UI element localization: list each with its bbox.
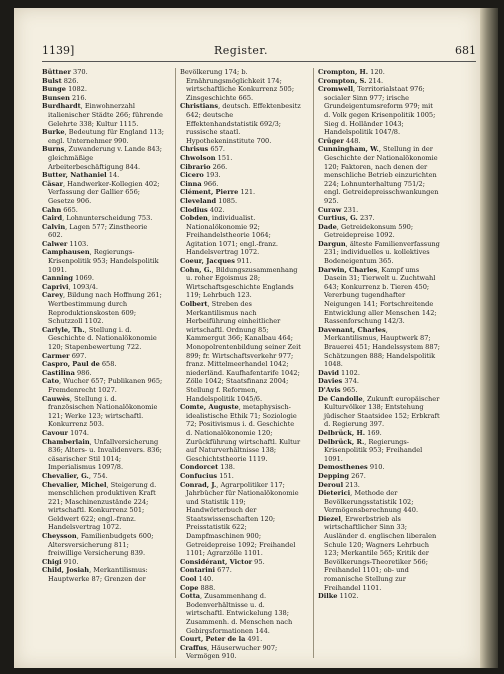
entry-headword: Chevalier, Michel [42, 480, 107, 489]
entry-headword: Contarini [180, 566, 216, 575]
entry-headword: Christians [180, 102, 219, 111]
column-divider [175, 68, 176, 658]
index-entry [180, 68, 302, 102]
entry-references: 1069. [73, 274, 95, 283]
entry-references: , Stellung in der Geschichte der Nationalökonomie 120; Faktoren, nach denen der menschliche Betrieb einzurichten 224; Lohnunterhaltung 751/2; engl. Getreidepreisschwankungen 925. [324, 145, 439, 205]
entry-references: 658. [99, 360, 117, 369]
entry-headword: Child, Josiah [42, 566, 90, 575]
index-entry [180, 171, 302, 180]
index-entry [42, 566, 164, 583]
entry-references: , Regierungs-Krisenpolitik 953; Freihandel 1091. [324, 437, 423, 463]
entry-headword: Dilke [318, 592, 338, 601]
index-entry [42, 128, 164, 145]
entry-headword: Büttner [42, 68, 71, 76]
index-entry [318, 137, 440, 146]
index-entry [180, 257, 302, 266]
index-entry [180, 180, 302, 189]
entry-headword: Caspro, Paul de [42, 360, 100, 369]
entry-references: 120. [368, 68, 385, 76]
entry-headword: Comte, Auguste [180, 403, 239, 412]
entry-references: , älteste Familienverfassung 231; individuelles u. kollektives Bodeneigentum 365. [324, 239, 440, 266]
entry-headword: Darwin, Charles [318, 265, 378, 274]
index-entry [318, 240, 440, 266]
index-column-3 [318, 68, 440, 601]
index-entry [42, 377, 164, 394]
entry-references: 1085. [216, 196, 238, 205]
entry-references: 374. [342, 377, 360, 386]
index-entry [42, 68, 164, 77]
index-entry [318, 85, 440, 137]
entry-references: , individualist. Nationalökonomie 92; Freihandelstheorie 1064; Agitation 1071; engl.-franz. Handelsvertrag 1072. [186, 214, 278, 257]
entry-headword: Cheysson [42, 532, 77, 541]
entry-headword: Curtius, G. [318, 214, 358, 223]
index-entry [180, 188, 302, 197]
index-entry [42, 472, 164, 481]
entry-references: 448. [343, 136, 361, 145]
index-entry [42, 395, 164, 429]
entry-headword: Bulst [42, 76, 62, 85]
index-entry [42, 283, 164, 292]
entry-references: , Methode der Bevölkerungsstatistik 102; Vermögensberechnung 440. [324, 489, 419, 515]
entry-references: 14. [106, 171, 120, 180]
column-divider [313, 68, 314, 658]
index-column-2 [180, 68, 302, 661]
entry-headword: Crüger [318, 136, 344, 145]
entry-references: 267. [349, 471, 366, 480]
entry-headword: Cibrario [180, 162, 211, 171]
index-entry [180, 197, 302, 206]
entry-references: 657. [208, 145, 226, 154]
index-entry [318, 223, 440, 240]
entry-references: 370. [70, 68, 88, 76]
entry-headword: Cromwell [318, 85, 353, 94]
entry-references: 966. [201, 179, 219, 188]
entry-references: , Bedeutung für England 113; engl. Unternehmer 990. [48, 128, 165, 145]
entry-references: 1102. [338, 368, 360, 377]
entry-headword: Chamberlain [42, 437, 90, 446]
entry-references: 910. [367, 463, 385, 472]
entry-references: , Familienbudgets 600; Altersversicherung 811; freiwillige Versicherung 839. [48, 532, 154, 558]
entry-headword: Confucius [180, 471, 218, 480]
entry-headword: Cool [180, 575, 197, 584]
index-entry [42, 240, 164, 249]
index-entry [180, 558, 302, 567]
index-entry [42, 291, 164, 325]
entry-references: 965. [340, 385, 358, 394]
entry-headword: Craffus [180, 643, 207, 652]
entry-references: 231. [341, 205, 359, 214]
index-entry [318, 77, 440, 86]
entry-headword: Burke [42, 128, 65, 137]
entry-references: 402. [207, 205, 225, 214]
entry-references: 910. [61, 557, 79, 566]
entry-headword: Delbrück, R. [318, 437, 365, 446]
entry-headword: Delbrück, H. [318, 428, 365, 437]
entry-headword: Calwer [42, 239, 68, 248]
entry-references: Bevölkerung 174; b. Ernährungsmöglichkeit 174; wirtschaftliche Konkurrenz 505; Zinsgeschichte 665. [180, 68, 295, 102]
entry-references: 911. [234, 257, 252, 266]
entry-references: , Bildungszusammenhang u. roher Egoismus 28; Wirtschaftsgeschichte Englands 119; Lehrbuch 123. [186, 265, 298, 300]
index-entry [42, 94, 164, 103]
entry-headword: Cahn [42, 205, 62, 214]
entry-references: , Stellung i. d. französischen Nationalökonomie 121; Werke 123; wirtschaftl. Konkurrenz 503. [48, 394, 158, 429]
entry-references: , Streben des Merkantilismus nach Herbeiführung einheitlicher wirtschaftl. Ordnung 85; Kammergut 366; Kanalbau 464; Monopolrentenbildung seiner Zeit 899; fr. Wirtschaftsverkehr 977; franz. Mittelmeerhandel 1042; niederländ. Kaufhafentarife 1042; Zölle 1042; Staatsfinanz 2004; Stellung f. Reformen, Handelspolitik 1045/6. [186, 300, 301, 403]
entry-headword: Considérant, Victor [180, 557, 253, 566]
entry-references: 121. [238, 188, 256, 197]
entry-headword: Coeur, Jacques [180, 257, 235, 266]
index-entry [180, 584, 302, 593]
entry-references: , Erwerbstrieb als wirtschaftlicher Sinn 33; Ausländer d. englischen liberalen Schule 120; Wagners Lehrbuch 123; Merkantile 565; Kritik der Bevölkerungs-Theoretiker 566; Freihandel 1101; ob- und romanische Stellung zur Freihandel 1101. [324, 514, 437, 592]
entry-references: 140. [196, 575, 214, 584]
entry-headword: Chigi [42, 557, 62, 566]
entry-headword: Cauwès [42, 394, 70, 403]
index-entry [318, 377, 440, 386]
index-entry [42, 369, 164, 378]
entry-headword: Depping [318, 471, 350, 480]
entry-headword: Cinna [180, 179, 202, 188]
index-entry [42, 429, 164, 438]
index-entry [318, 68, 440, 77]
entry-references: , Bildung nach Hoffnung 261; Wertbestimmung durch Reproduktionskosten 609; Schutzzoll 1102. [48, 291, 162, 326]
entry-headword: Cäsar [42, 179, 63, 188]
entry-headword: Chwolson [180, 153, 216, 162]
entry-references: 216. [69, 93, 87, 102]
entry-references: 986. [74, 368, 92, 377]
entry-references: , Agrarpolitiker 117; Jahrbücher für Nationalökonomie und Statistik 119; Handwörterbuch der Staatswissenschaften 120; Preisstatistik 622; Dampfmaschinen 900; Getreidepreise 1092; Freihandel 1101; Agrarzölle 1101. [186, 480, 299, 558]
entry-headword: Condorcet [180, 463, 219, 472]
entry-headword: Cope [180, 583, 199, 592]
entry-headword: Dade [318, 222, 337, 231]
entry-references: , deutsch. Effektenbesitz 642; deutsche Effektenhandstatistik 692/3; russische staatl. Hypothekeninstitute 700. [186, 102, 301, 145]
index-entry [318, 463, 440, 472]
index-entry [318, 438, 440, 464]
entry-headword: Cleveland [180, 196, 217, 205]
entry-headword: Butter, Nathaniel [42, 171, 107, 180]
entry-references: , Territorialstaat 976; socialer Sinn 977; irische Grundeigentumsreform 979; mit d. Volk gegen Krisenpolitik 1005; Sieg d. Holländer 1043; Handelspolitik 1047/8. [324, 85, 436, 137]
index-entry [42, 206, 164, 215]
entry-references: 491. [245, 635, 263, 644]
entry-references: 697. [69, 351, 87, 360]
index-entry [180, 635, 302, 644]
entry-headword: Bunge [42, 85, 66, 94]
entry-headword: Chevalier, G. [42, 471, 89, 480]
index-entry [42, 481, 164, 533]
entry-references: 151. [217, 471, 234, 480]
entry-references: 665. [61, 205, 78, 214]
entry-headword: Clodius [180, 205, 208, 214]
index-entry [42, 77, 164, 86]
entry-references: 95. [252, 557, 265, 566]
entry-references: , 754. [88, 471, 108, 480]
entry-headword: Canning [42, 274, 74, 283]
entry-references: 138. [218, 463, 235, 472]
entry-references: , Handwerker-Kollegien 402; Verfassung der Gallier 656; Gesetze 906. [48, 179, 160, 205]
entry-headword: Caprivi [42, 282, 69, 291]
entry-references: , Stellung i. d. Geschichte d. Nationalökonomie 120; Stapenbewertung 722. [48, 325, 157, 351]
entry-headword: Burdhardt [42, 102, 81, 111]
entry-headword: Crompton, S. [318, 76, 367, 85]
index-entry [42, 214, 164, 223]
index-entry [180, 300, 302, 403]
entry-references: 237. [357, 214, 375, 223]
index-entry [180, 481, 302, 558]
index-entry [318, 386, 440, 395]
entry-headword: Cicero [180, 171, 204, 180]
index-entry [180, 575, 302, 584]
index-entry [180, 266, 302, 300]
entry-references: 888. [198, 583, 216, 592]
entry-references: 1103. [67, 239, 89, 248]
entry-references: , Einwohnerzahl italienischer Städte 266; führende Gelehrte 338; Kultur 1115. [48, 102, 163, 128]
entry-references: , Merkantilismus, Hauptwerk 87; Brauerei 451; Handelssystem 887; Schätzungen 888; Handelspolitik 1048. [324, 325, 440, 369]
entry-headword: Burns [42, 145, 65, 154]
index-entry [318, 369, 440, 378]
running-title: Register. [214, 44, 268, 57]
index-entry [42, 274, 164, 283]
index-entry [42, 360, 164, 369]
entry-references: , Häuserwucher 907; Vermögen 910. [186, 643, 278, 661]
entry-references: , Merkantilismus: Hauptwerke 87; Grenzen der [48, 566, 148, 584]
entry-references: 169. [365, 428, 382, 437]
entry-headword: Cato [42, 377, 59, 386]
entry-headword: Conrad, J. [180, 480, 217, 489]
index-entry [318, 515, 440, 592]
entry-references: 266. [210, 162, 228, 171]
entry-headword: Court, Peter de la [180, 635, 246, 644]
index-entry [180, 163, 302, 172]
entry-headword: Cunningham, W. [318, 145, 379, 154]
entry-headword: Cohn, G. [180, 265, 212, 274]
entry-references: , Steigerung d. menschlichen produktiven Kraft 221; Maschinenzustände 224; wirtschaftl. Konkurrenz 501; Geldwert 622; engl.-franz. Handelsvertrag 1072. [48, 480, 157, 532]
index-entry [180, 206, 302, 215]
entry-headword: Deroul [318, 480, 344, 489]
index-entry [42, 248, 164, 274]
index-entry [180, 463, 302, 472]
index-entry [318, 214, 440, 223]
entry-headword: Castilina [42, 368, 75, 377]
index-entry [180, 592, 302, 635]
entry-headword: Clément, Pierre [180, 188, 239, 197]
entry-headword: D'Avis [318, 385, 341, 394]
index-entry [318, 592, 440, 601]
index-entry [318, 429, 440, 438]
entry-headword: Dieterici [318, 489, 351, 498]
entry-headword: Dargun [318, 239, 346, 248]
entry-references: 214. [366, 76, 384, 85]
entry-references: 193. [203, 171, 221, 180]
entry-references: , Regierungs-Krisenpolitik 953; Handelspolitik 1091. [48, 248, 159, 274]
entry-headword: Bunsen [42, 93, 70, 102]
entry-headword: David [318, 368, 339, 377]
index-entry [42, 145, 164, 171]
entry-references: 1102. [337, 592, 359, 601]
index-entry [318, 481, 440, 490]
entry-headword: Davies [318, 377, 343, 386]
entry-headword: Carmer [42, 351, 70, 360]
index-entry [42, 180, 164, 206]
entry-references: , Lohnunterscheidung 753. [62, 214, 153, 223]
entry-headword: Calvin [42, 222, 66, 231]
entry-references: 213. [343, 480, 360, 489]
index-entry [42, 223, 164, 240]
running-header [42, 44, 476, 60]
index-entry [42, 326, 164, 352]
index-entry [180, 566, 302, 575]
index-entry [318, 395, 440, 429]
index-entry [180, 214, 302, 257]
right-page-number: 681 [455, 44, 476, 57]
index-entry [42, 102, 164, 128]
index-entry [318, 206, 440, 215]
header-rule [42, 61, 476, 62]
entry-references: , Kampf ums Dasein 31; Tierwelt u. Zuchtwahl 643; Konkurrenz b. Tieren 450; Vererbung tugendhafter Neigungen 141; Fortschreitende Entwicklung aller Menschen 142; Rassenforschung 142/3. [324, 265, 437, 326]
entry-headword: Caird [42, 214, 63, 223]
page-edge [480, 8, 498, 668]
entry-headword: Crompton, H. [318, 68, 369, 76]
index-entry [180, 102, 302, 145]
entry-references: , Zusammenhang d. Bodenverhältnisse u. d. wirtschaftl. Entwickelung 138; Zusammenh. d. Menschen nach Gebirgsformationen 144. [186, 592, 293, 635]
index-entry [42, 438, 164, 472]
entry-headword: Carlyle, Th. [42, 325, 85, 334]
entry-references: , metaphysisch-idealistische Ethik 71; Soziologie 72; Positivismus i. d. Geschichte d. Nationalökonomie 120; Zurückführung wirtschaftl. Kultur auf Naturverhältnisse 138; Geschichtstheorie 1119. [186, 403, 301, 463]
index-entry [318, 145, 440, 205]
entry-headword: De Candolle [318, 394, 363, 403]
entry-headword: Cavour [42, 428, 69, 437]
entry-references: , Wucher 657; Publikanen 965; Fremdenrecht 1027. [48, 377, 163, 394]
index-entry [318, 472, 440, 481]
entry-headword: Curaw [318, 205, 342, 214]
entry-headword: Chrisus [180, 145, 209, 154]
index-entry [42, 352, 164, 361]
entry-headword: Demosthenes [318, 463, 368, 472]
index-column-1 [42, 68, 164, 584]
entry-references: , Lagen 577; Zinstheorie 602. [48, 222, 148, 240]
index-entry [42, 558, 164, 567]
left-page-number: 1139] [42, 44, 75, 57]
index-entry [180, 145, 302, 154]
entry-headword: Camphausen [42, 248, 90, 257]
entry-headword: Carey [42, 291, 64, 300]
index-entry [180, 403, 302, 463]
index-entry [318, 489, 440, 515]
index-entry [318, 326, 440, 369]
index-entry [42, 171, 164, 180]
entry-references: 826. [61, 76, 79, 85]
entry-headword: Davenant, Charles [318, 325, 386, 334]
entry-references: , Zuwanderung v. Lande 843; gleichmäßige Arbeiterbeschäftigung 844. [48, 145, 163, 171]
index-entry [180, 154, 302, 163]
entry-headword: Cotta [180, 592, 201, 601]
entry-headword: Diezel [318, 514, 341, 523]
entry-references: 1074. [68, 428, 90, 437]
entry-headword: Cobden [180, 214, 208, 223]
entry-references: , 1093/4. [68, 282, 98, 291]
index-entry [180, 644, 302, 661]
entry-references: , Getreidekonsum 590; Getreidepreise 1092. [324, 222, 414, 240]
index-entry [42, 532, 164, 558]
entry-references: 1082. [65, 85, 87, 94]
entry-references: 677. [215, 566, 232, 575]
entry-references: , Unfallversicherung 836; Alters- u. Invalidenvers. 836; cäsarischer Stil 1014; Imperialismus 1097/8. [48, 437, 162, 472]
entry-headword: Colbert [180, 300, 208, 309]
index-entry [318, 266, 440, 326]
entry-references: , Zukunft europäischer Kulturvölker 138; Entstehung jüdischer Staatsidee 152; Erbkraft d. Regierung 397. [324, 394, 440, 429]
index-entry [180, 472, 302, 481]
entry-references: 151. [215, 153, 233, 162]
index-entry [42, 85, 164, 94]
